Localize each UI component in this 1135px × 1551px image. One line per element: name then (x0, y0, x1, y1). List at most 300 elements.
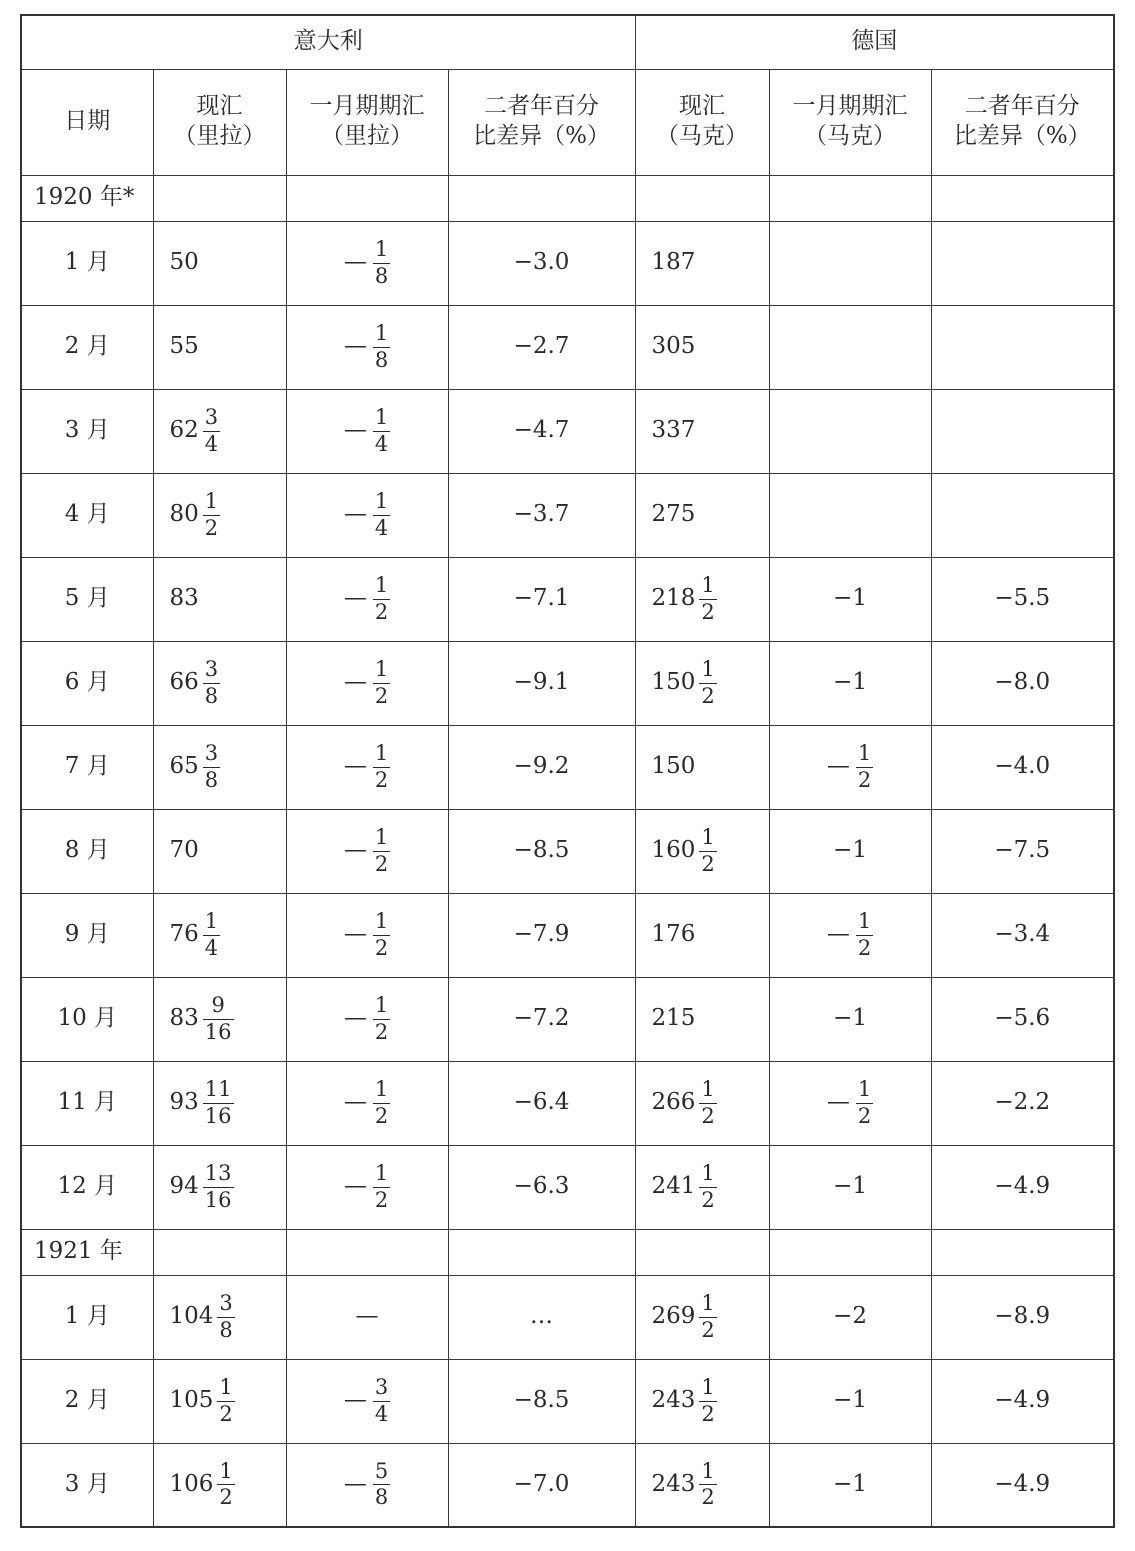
mixed-number (170, 248, 203, 278)
fraction (203, 657, 220, 708)
mixed-number (170, 1077, 234, 1128)
empty-cell (286, 175, 448, 221)
signed-value (344, 1077, 390, 1128)
col-header-de-spot (635, 69, 769, 175)
signed-value (344, 573, 390, 624)
signed-value (344, 1375, 390, 1426)
country-header-row (21, 15, 1114, 69)
empty-cell (635, 1229, 769, 1275)
de-diff-cell: −8.9 (931, 1275, 1114, 1359)
month-cell: 3 月 (21, 1443, 153, 1527)
fraction-numerator: 1 (374, 825, 389, 850)
signed-value (827, 741, 873, 792)
empty-cell (769, 1229, 931, 1275)
empty-cell (931, 175, 1114, 221)
empty-cell (448, 175, 635, 221)
empty-cell (286, 1229, 448, 1275)
fraction (699, 1291, 716, 1342)
table-row (21, 1275, 1114, 1359)
fraction-numerator: 1 (374, 573, 389, 598)
de-diff-cell: −4.9 (931, 1145, 1114, 1229)
empty-cell (153, 1229, 286, 1275)
month-cell: 7 月 (21, 725, 153, 809)
signed-value (833, 1470, 867, 1500)
de-diff-cell: −2.2 (931, 1061, 1114, 1145)
col-header-line: （马克） (804, 123, 896, 149)
col-header-de-forward (769, 69, 931, 175)
de-diff-cell (931, 221, 1114, 305)
de-forward-cell (769, 1443, 931, 1527)
sign-part: −1 (833, 837, 867, 864)
whole-part: 50 (169, 249, 199, 276)
fraction-denominator: 2 (701, 599, 715, 624)
fraction-numerator: 1 (701, 1291, 715, 1316)
empty-cell (635, 175, 769, 221)
sign-part: — (343, 1470, 367, 1497)
fraction-numerator: 1 (701, 1375, 715, 1400)
fraction-denominator: 2 (219, 1401, 233, 1426)
signed-value (833, 1386, 867, 1416)
fraction-numerator: 1 (374, 237, 389, 262)
fraction-denominator: 2 (374, 599, 389, 624)
fraction-numerator: 1 (374, 909, 389, 934)
it-spot-cell (153, 557, 286, 641)
it-forward-cell (286, 1061, 448, 1145)
fraction-numerator: 5 (374, 1459, 389, 1484)
signed-value (344, 405, 390, 456)
sign-part: — (343, 669, 367, 696)
whole-part: 70 (169, 837, 199, 864)
fraction-numerator: 13 (204, 1161, 232, 1186)
fraction-denominator: 16 (204, 1019, 232, 1044)
year-label: 1920 年* (21, 175, 153, 221)
mixed-number (652, 657, 717, 708)
sign-part: — (826, 921, 850, 948)
fraction-denominator: 2 (374, 1019, 389, 1044)
it-spot-cell (153, 725, 286, 809)
de-spot-cell (635, 1061, 769, 1145)
de-forward-cell (769, 557, 931, 641)
de-spot-cell (635, 1275, 769, 1359)
whole-part: 176 (651, 921, 696, 948)
mixed-number (652, 416, 700, 446)
fraction (373, 1459, 390, 1510)
it-forward-cell (286, 305, 448, 389)
mixed-number (652, 920, 700, 950)
month-cell: 2 月 (21, 305, 153, 389)
fraction-denominator: 8 (204, 683, 219, 708)
signed-value (833, 584, 867, 614)
mixed-number (652, 573, 717, 624)
de-forward-cell (769, 1275, 931, 1359)
month-cell: 1 月 (21, 221, 153, 305)
de-forward-cell (769, 221, 931, 305)
table-row (21, 389, 1114, 473)
whole-part: 305 (651, 333, 696, 360)
whole-part: 83 (169, 585, 199, 612)
de-spot-cell (635, 1359, 769, 1443)
mixed-number (652, 1077, 717, 1128)
col-header-line: 二者年百分 (964, 93, 1080, 120)
whole-part: 93 (169, 1089, 199, 1116)
fraction-numerator: 1 (219, 1459, 233, 1484)
mixed-number (652, 825, 717, 876)
it-forward-cell (286, 1443, 448, 1527)
fraction (203, 909, 220, 960)
fraction-denominator: 8 (219, 1317, 233, 1342)
fraction (203, 1077, 234, 1128)
it-forward-cell (286, 977, 448, 1061)
de-diff-cell (931, 389, 1114, 473)
it-spot-cell (153, 641, 286, 725)
fraction-denominator: 4 (374, 515, 389, 540)
signed-value (833, 1302, 867, 1332)
col-header-line: 一月期期汇 (309, 93, 425, 120)
signed-value (344, 1459, 390, 1510)
whole-part: 269 (651, 1303, 696, 1330)
it-diff-cell: −8.5 (448, 809, 635, 893)
signed-value (344, 489, 390, 540)
it-spot-cell (153, 389, 286, 473)
whole-part: 215 (651, 1005, 696, 1032)
signed-value (344, 741, 390, 792)
fraction-denominator: 2 (374, 1103, 389, 1128)
whole-part: 150 (651, 753, 696, 780)
fraction (699, 657, 716, 708)
mixed-number (170, 1161, 234, 1212)
country-header-italy: 意大利 (21, 15, 635, 69)
sign-part: — (343, 1387, 367, 1414)
sign-part: — (343, 1005, 367, 1032)
fraction-denominator: 2 (204, 515, 219, 540)
whole-part: 243 (651, 1387, 696, 1414)
fraction-denominator: 4 (374, 431, 389, 456)
de-forward-cell (769, 1359, 931, 1443)
signed-value (356, 1302, 379, 1332)
fraction-numerator: 3 (204, 741, 219, 766)
de-diff-cell: −3.4 (931, 893, 1114, 977)
fraction-numerator: 1 (219, 1375, 233, 1400)
fraction-denominator: 2 (857, 1103, 872, 1128)
month-cell: 10 月 (21, 977, 153, 1061)
table-row (21, 893, 1114, 977)
it-diff-cell: −7.9 (448, 893, 635, 977)
signed-value (833, 1172, 867, 1202)
table-row (21, 1443, 1114, 1527)
it-diff-cell: −3.7 (448, 473, 635, 557)
signed-value (344, 909, 390, 960)
month-cell: 1 月 (21, 1275, 153, 1359)
fraction-numerator: 1 (374, 993, 389, 1018)
signed-value (344, 1161, 390, 1212)
fraction (699, 1375, 716, 1426)
whole-part: 104 (169, 1303, 214, 1330)
col-header-line: 一月期期汇 (792, 93, 908, 120)
fraction-numerator: 1 (701, 573, 715, 598)
fraction-denominator: 2 (219, 1485, 233, 1510)
fraction-denominator: 2 (701, 1401, 715, 1426)
fraction-denominator: 2 (857, 935, 872, 960)
signed-value (344, 237, 390, 288)
exchange-rate-table (20, 14, 1115, 1528)
fraction (699, 1161, 716, 1212)
fraction-denominator: 16 (204, 1103, 232, 1128)
de-spot-cell (635, 725, 769, 809)
de-forward-cell (769, 893, 931, 977)
it-forward-cell (286, 473, 448, 557)
sign-part: — (343, 1173, 367, 1200)
it-forward-cell (286, 221, 448, 305)
fraction (373, 1077, 390, 1128)
empty-cell (931, 1229, 1114, 1275)
signed-value (344, 993, 390, 1044)
empty-cell (769, 175, 931, 221)
table-row (21, 221, 1114, 305)
fraction-numerator: 9 (211, 993, 225, 1018)
whole-part: 275 (651, 501, 696, 528)
col-header-line: 现汇 (679, 93, 725, 120)
de-spot-cell (635, 305, 769, 389)
whole-part: 105 (169, 1387, 214, 1414)
whole-part: 266 (651, 1089, 696, 1116)
fraction-numerator: 3 (204, 657, 219, 682)
signed-value (344, 321, 390, 372)
de-forward-cell (769, 1061, 931, 1145)
fraction-denominator: 2 (374, 935, 389, 960)
de-spot-cell (635, 893, 769, 977)
sign-part: −1 (833, 669, 867, 696)
it-diff-cell: −7.0 (448, 1443, 635, 1527)
sign-part: — (343, 249, 367, 276)
sign-part: — (343, 501, 367, 528)
it-forward-cell (286, 1359, 448, 1443)
fraction (856, 1077, 873, 1128)
fraction (699, 1459, 716, 1510)
fraction (373, 237, 390, 288)
table-row (21, 473, 1114, 557)
year-label: 1921 年 (21, 1229, 153, 1275)
mixed-number (652, 752, 700, 782)
whole-part: 160 (651, 837, 696, 864)
it-forward-cell (286, 641, 448, 725)
de-spot-cell (635, 557, 769, 641)
fraction (203, 1161, 234, 1212)
fraction-numerator: 3 (219, 1291, 233, 1316)
fraction-numerator: 1 (857, 1077, 872, 1102)
fraction-denominator: 2 (857, 767, 872, 792)
it-spot-cell (153, 1145, 286, 1229)
fraction (203, 993, 234, 1044)
signed-value (827, 1077, 873, 1128)
country-header-germany: 德国 (635, 15, 1114, 69)
de-spot-cell (635, 1443, 769, 1527)
col-header-line: 比差异（%） (473, 123, 610, 149)
signed-value (833, 1004, 867, 1034)
fraction (373, 741, 390, 792)
de-spot-cell (635, 473, 769, 557)
table-row (21, 1061, 1114, 1145)
fraction-numerator: 1 (701, 1077, 715, 1102)
mixed-number (170, 993, 234, 1044)
table-row (21, 641, 1114, 725)
fraction-numerator: 1 (701, 657, 715, 682)
col-header-date: 日期 (21, 69, 153, 175)
table-body (21, 175, 1114, 1527)
fraction (373, 573, 390, 624)
fraction-numerator: 1 (701, 1161, 715, 1186)
sign-part: — (343, 333, 367, 360)
sign-part: — (343, 837, 367, 864)
col-header-line: （马克） (656, 123, 748, 149)
fraction-numerator: 1 (374, 1077, 389, 1102)
mixed-number (170, 584, 203, 614)
it-spot-cell (153, 1275, 286, 1359)
it-forward-cell (286, 389, 448, 473)
it-spot-cell (153, 221, 286, 305)
mixed-number (652, 332, 700, 362)
it-forward-cell (286, 893, 448, 977)
de-spot-cell (635, 389, 769, 473)
month-cell: 2 月 (21, 1359, 153, 1443)
de-diff-cell: −5.5 (931, 557, 1114, 641)
whole-part: 150 (651, 669, 696, 696)
fraction (856, 741, 873, 792)
fraction (373, 321, 390, 372)
it-spot-cell (153, 1443, 286, 1527)
signed-value (827, 909, 873, 960)
sign-part: — (343, 585, 367, 612)
fraction (203, 741, 220, 792)
col-header-line: （里拉） (321, 123, 413, 149)
de-forward-cell (769, 809, 931, 893)
sign-part: −1 (833, 1470, 867, 1497)
whole-part: 76 (169, 921, 199, 948)
table-row (21, 557, 1114, 641)
fraction-numerator: 1 (374, 321, 389, 346)
it-spot-cell (153, 977, 286, 1061)
de-diff-cell (931, 305, 1114, 389)
table-row (21, 977, 1114, 1061)
mixed-number (652, 1291, 717, 1342)
whole-part: 65 (169, 753, 199, 780)
it-diff-cell: … (448, 1275, 635, 1359)
fraction (203, 489, 220, 540)
col-header-line: 二者年百分 (484, 93, 599, 120)
de-forward-cell (769, 305, 931, 389)
mixed-number (170, 405, 221, 456)
month-cell: 9 月 (21, 893, 153, 977)
fraction-denominator: 8 (374, 263, 389, 288)
fraction (699, 573, 716, 624)
mixed-number (652, 1375, 717, 1426)
sign-part: −1 (833, 1173, 867, 1200)
whole-part: 62 (169, 417, 199, 444)
sign-part: −2 (833, 1303, 867, 1330)
fraction-denominator: 2 (701, 851, 715, 876)
fraction-denominator: 2 (701, 683, 715, 708)
it-diff-cell: −7.2 (448, 977, 635, 1061)
it-spot-cell (153, 893, 286, 977)
it-forward-cell (286, 725, 448, 809)
it-diff-cell: −3.0 (448, 221, 635, 305)
it-spot-cell (153, 473, 286, 557)
sign-part: −1 (833, 1005, 867, 1032)
de-forward-cell (769, 641, 931, 725)
col-header-de-diff (931, 69, 1114, 175)
column-header-row (21, 69, 1114, 175)
fraction-denominator: 2 (374, 767, 389, 792)
de-diff-cell: −7.5 (931, 809, 1114, 893)
fraction-numerator: 3 (204, 405, 219, 430)
fraction-denominator: 4 (204, 935, 219, 960)
fraction (217, 1375, 234, 1426)
sign-part: — (343, 921, 367, 948)
fraction-numerator: 1 (374, 657, 389, 682)
fraction-numerator: 1 (204, 909, 219, 934)
fraction (373, 825, 390, 876)
fraction-numerator: 1 (374, 489, 389, 514)
mixed-number (170, 332, 203, 362)
mixed-number (170, 1291, 235, 1342)
mixed-number (170, 909, 221, 960)
mixed-number (652, 1004, 700, 1034)
fraction-numerator: 1 (701, 825, 715, 850)
signed-value (344, 657, 390, 708)
table-row (21, 1359, 1114, 1443)
fraction-numerator: 1 (374, 1161, 389, 1186)
col-header-it-diff (448, 69, 635, 175)
empty-cell (153, 175, 286, 221)
fraction-numerator: 1 (374, 405, 389, 430)
whole-part: 80 (169, 501, 199, 528)
fraction (373, 1161, 390, 1212)
mixed-number (170, 489, 221, 540)
fraction-denominator: 4 (374, 1401, 389, 1426)
sign-part: — (826, 1089, 850, 1116)
mixed-number (652, 248, 700, 278)
month-cell: 5 月 (21, 557, 153, 641)
sign-part: — (355, 1303, 379, 1330)
fraction-denominator: 16 (204, 1187, 232, 1212)
table-row (21, 305, 1114, 389)
fraction-denominator: 2 (374, 1187, 389, 1212)
fraction (373, 993, 390, 1044)
whole-part: 337 (651, 417, 696, 444)
it-forward-cell (286, 809, 448, 893)
signed-value (833, 668, 867, 698)
month-cell: 6 月 (21, 641, 153, 725)
de-spot-cell (635, 977, 769, 1061)
table-row (21, 809, 1114, 893)
whole-part: 55 (169, 333, 199, 360)
fraction (373, 405, 390, 456)
de-forward-cell (769, 977, 931, 1061)
whole-part: 66 (169, 669, 199, 696)
mixed-number (170, 741, 221, 792)
it-diff-cell: −7.1 (448, 557, 635, 641)
it-diff-cell: −4.7 (448, 389, 635, 473)
fraction (373, 1375, 390, 1426)
de-diff-cell: −8.0 (931, 641, 1114, 725)
whole-part: 187 (651, 249, 696, 276)
sign-part: — (343, 417, 367, 444)
it-diff-cell: −9.2 (448, 725, 635, 809)
signed-value (833, 836, 867, 866)
col-header-it-spot (153, 69, 286, 175)
whole-part: 218 (651, 585, 696, 612)
fraction (217, 1291, 234, 1342)
de-diff-cell: −4.0 (931, 725, 1114, 809)
